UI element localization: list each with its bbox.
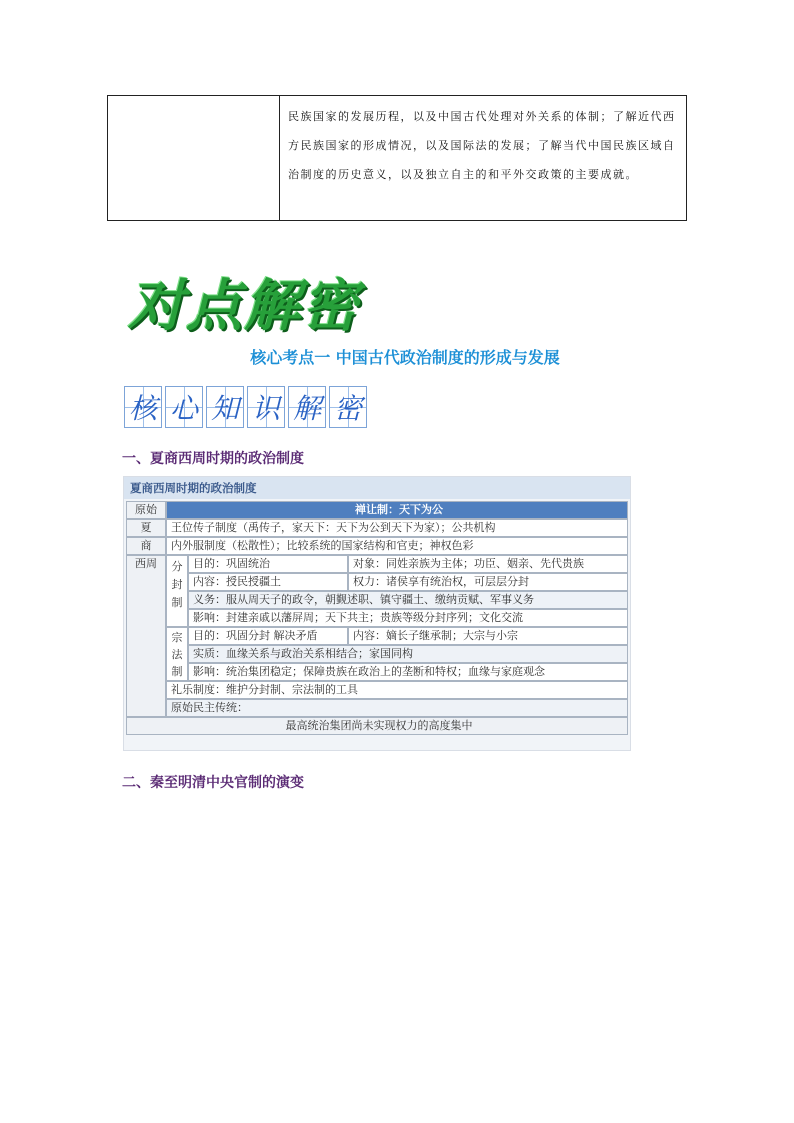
banner-char: 心	[165, 386, 203, 428]
label-yuanshi: 原始	[126, 501, 166, 519]
section-heading-1: 一、夏商西周时期的政治制度	[122, 451, 304, 467]
xia-text: 王位传子制度（禹传子，家天下：天下为公到天下为家）；公共机构	[166, 519, 628, 537]
fenfeng-content: 内容：授民授疆土	[188, 573, 348, 591]
fenfeng-purpose: 目的：巩固统治	[188, 555, 348, 573]
fenfeng-power: 权力：诸侯享有统治权，可层层分封	[348, 573, 628, 591]
fenfeng-effect: 影响：封建亲戚以藩屏周；天下共主；贵族等级分封序列；文化交流	[188, 609, 628, 627]
banner-char: 核	[124, 386, 162, 428]
label-shang: 商	[126, 537, 166, 555]
figure-title: 夏商西周时期的政治制度	[124, 477, 630, 499]
knowledge-banner	[124, 386, 367, 428]
table-right-cell: 民族国家的发展历程，以及中国古代处理对外关系的体制；了解近代西方民族国家的形成情况，以及国际法的发展；了解当代中国民族区域自治制度的历史意义，以及独立自主的和平外交政策的主要成就。	[288, 110, 676, 181]
table-left-cell	[108, 96, 280, 220]
label-fenfeng: 分 封 制	[166, 555, 188, 627]
course-standard-table	[107, 95, 687, 221]
label-xia: 夏	[126, 519, 166, 537]
section-heading-2: 二、秦至明清中央官制的演变	[122, 775, 304, 791]
yuanshi-text: 禅让制：天下为公	[166, 501, 628, 519]
banner-char: 解	[288, 386, 326, 428]
banner-char: 识	[247, 386, 285, 428]
fenfeng-object: 对象：同姓亲族为主体；功臣、姻亲、先代贵族	[348, 555, 628, 573]
zongfa-effect: 影响：统治集团稳定；保障贵族在政治上的垄断和特权；血缘与家庭观念	[188, 663, 628, 681]
label-zongfa: 宗 法 制	[166, 627, 188, 681]
figure-footer: 最高统治集团尚未实现权力的高度集中	[126, 717, 628, 735]
banner-char: 知	[206, 386, 244, 428]
zongfa-purpose: 目的：巩固分封 解决矛盾	[188, 627, 348, 645]
label-xizhou: 西周	[126, 555, 166, 717]
minzhu-text: 原始民主传统：	[166, 699, 628, 717]
liyue-text: 礼乐制度：维护分封制、宗法制的工具	[166, 681, 628, 699]
shang-text: 内外服制度（松散性）；比较系统的国家结构和官吏；神权色彩	[166, 537, 628, 555]
banner-char: 密	[329, 386, 367, 428]
political-system-figure	[123, 476, 631, 751]
fenfeng-duty: 义务：服从周天子的政令，朝觐述职、镇守疆土、缴纳贡赋、军事义务	[188, 591, 628, 609]
section-title-art: 对点解密	[128, 273, 360, 339]
zongfa-essence: 实质：血缘关系与政治关系相结合；家国同构	[188, 645, 628, 663]
zongfa-content: 内容：嫡长子继承制；大宗与小宗	[348, 627, 628, 645]
core-point-heading: 核心考点一 中国古代政治制度的形成与发展	[250, 348, 560, 367]
